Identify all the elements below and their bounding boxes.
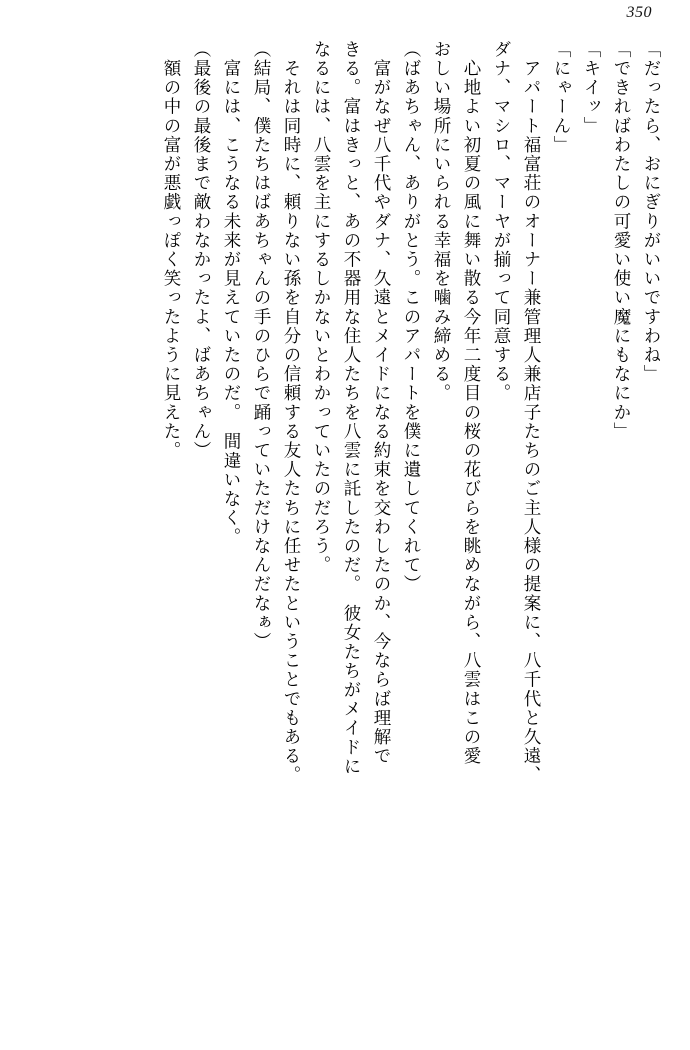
text-column: 心地よい初夏の風に舞い散る今年二度目の桜の花びらを眺めながら、八雲はこの愛 bbox=[462, 40, 482, 766]
text-column: 「キイッ」 bbox=[582, 40, 602, 136]
text-column: 富がなぜ八千代やダナ、久遠とメイドになる約束を交わしたのか、今ならば理解で bbox=[372, 40, 392, 766]
page-number: 350 bbox=[626, 4, 652, 21]
text-column: ダナ、マシロ、マーヤが揃って同意する。 bbox=[492, 40, 512, 403]
text-column: おしい場所にいられる幸福を噛み締める。 bbox=[432, 40, 452, 403]
text-column: なるには、八雲を主にするしかないとわかっていたのだろう。 bbox=[312, 40, 332, 575]
text-column: （最後の最後まで敵わなかったよ、ばあちゃん） bbox=[192, 40, 212, 461]
text-column: それは同時に、頼りない孫を自分の信頼する友人たちに任せたということでもある。 bbox=[282, 40, 302, 785]
text-column: 「にゃーん」 bbox=[552, 40, 572, 155]
text-column: 「だったら、おにぎりがいいですわね」 bbox=[642, 40, 662, 384]
vertical-text-body bbox=[22, 40, 660, 1022]
text-column: （ばあちゃん、ありがとう。このアパートを僕に遺してくれて） bbox=[402, 40, 422, 594]
text-column: 富には、こうなる未来が見えていたのだ。 間違いなく。 bbox=[222, 40, 242, 547]
text-column: 額の中の富が悪戯っぽく笑ったように見えた。 bbox=[162, 40, 182, 461]
text-column: 「できればわたしの可愛い使い魔にもなにか」 bbox=[612, 40, 632, 442]
text-column: アパート福富荘のオーナー兼管理人兼店子たちのご主人様の提案に、八千代と久遠、 bbox=[522, 40, 542, 785]
text-column: きる。富はきっと、あの不器用な住人たちを八雲に託したのだ。 彼女たちがメイドに bbox=[342, 40, 362, 777]
text-column: （結局、僕たちはばあちゃんの手のひらで踊っていただけなんだなぁ） bbox=[252, 40, 272, 652]
